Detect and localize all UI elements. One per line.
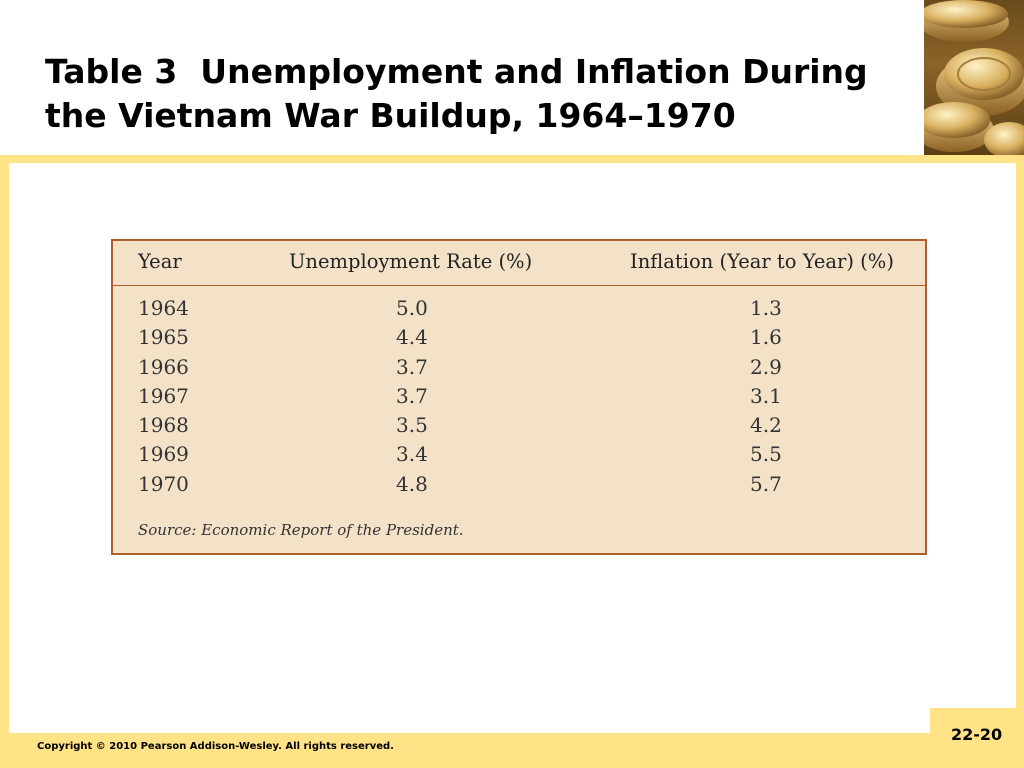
cell-year: 1970 <box>138 471 189 496</box>
table-row <box>113 472 925 501</box>
cell-inflation: 5.5 <box>750 442 782 467</box>
table-source-note: Source: Economic Report of the President. <box>138 521 464 539</box>
cell-unemployment: 3.5 <box>396 413 428 438</box>
slide-title-text: Unemployment and Inflation During the Vietnam War Buildup, 1964–1970 <box>45 52 868 135</box>
data-table <box>111 239 927 555</box>
coins-illustration <box>924 0 1024 157</box>
table-row <box>113 442 925 471</box>
column-header-inflation: Inflation (Year to Year) (%) <box>630 250 894 273</box>
cell-unemployment: 4.4 <box>396 325 428 350</box>
column-header-unemployment: Unemployment Rate (%) <box>289 250 533 273</box>
slide-title-lead: Table 3 <box>45 52 178 91</box>
slide-title <box>45 50 915 138</box>
table-header <box>113 241 925 286</box>
cell-year: 1965 <box>138 325 189 350</box>
cell-inflation: 3.1 <box>750 383 782 408</box>
cell-year: 1966 <box>138 354 189 379</box>
page-number: 22-20 <box>951 725 1003 744</box>
cell-year: 1969 <box>138 442 189 467</box>
cell-inflation: 5.7 <box>750 471 782 496</box>
column-header-year: Year <box>138 250 182 273</box>
table-row <box>113 413 925 442</box>
table-row <box>113 325 925 354</box>
copyright-notice: Copyright © 2010 Pearson Addison-Wesley. All rights reserved. <box>37 741 394 752</box>
cell-unemployment: 5.0 <box>396 296 428 320</box>
cell-year: 1964 <box>138 296 189 320</box>
cell-inflation: 4.2 <box>750 413 782 438</box>
cell-inflation: 2.9 <box>750 354 782 379</box>
cell-unemployment: 4.8 <box>396 471 428 496</box>
cell-unemployment: 3.7 <box>396 354 428 379</box>
cell-inflation: 1.6 <box>750 325 782 350</box>
cell-inflation: 1.3 <box>750 296 782 320</box>
cell-unemployment: 3.4 <box>396 442 428 467</box>
table-row <box>113 384 925 413</box>
cell-unemployment: 3.7 <box>396 383 428 408</box>
table-row <box>113 296 925 325</box>
table-body <box>113 296 925 501</box>
coins-image <box>924 0 1024 157</box>
table-row <box>113 355 925 384</box>
cell-year: 1968 <box>138 413 189 438</box>
cell-year: 1967 <box>138 383 189 408</box>
